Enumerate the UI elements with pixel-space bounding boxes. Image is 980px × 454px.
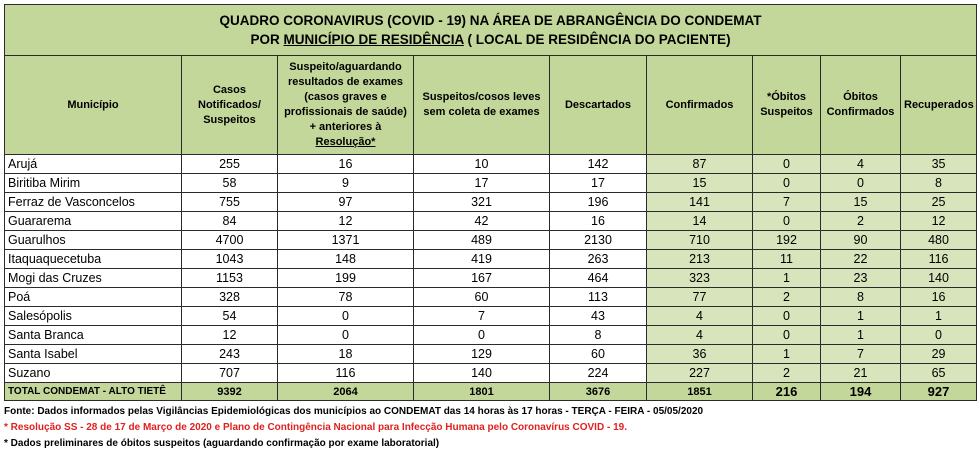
row-descartados: 224 bbox=[550, 364, 647, 383]
row-obitos-suspeitos: 1 bbox=[753, 269, 821, 288]
row-leves: 140 bbox=[414, 364, 550, 383]
row-confirmados: 710 bbox=[647, 231, 753, 250]
row-leves: 0 bbox=[414, 326, 550, 345]
row-descartados: 196 bbox=[550, 193, 647, 212]
row-casos: 84 bbox=[182, 212, 278, 231]
row-municipio: Arujá bbox=[5, 155, 182, 174]
row-recuperados: 25 bbox=[901, 193, 977, 212]
row-casos: 12 bbox=[182, 326, 278, 345]
table-title bbox=[5, 5, 977, 56]
row-recuperados: 480 bbox=[901, 231, 977, 250]
row-obitos-confirmados: 0 bbox=[821, 174, 901, 193]
total-row bbox=[5, 383, 977, 401]
header-casos: Casos Notificados/ Suspeitos bbox=[182, 56, 278, 155]
row-confirmados: 213 bbox=[647, 250, 753, 269]
row-confirmados: 15 bbox=[647, 174, 753, 193]
row-casos: 4700 bbox=[182, 231, 278, 250]
row-recuperados: 65 bbox=[901, 364, 977, 383]
row-obitos-confirmados: 22 bbox=[821, 250, 901, 269]
table-row bbox=[5, 307, 977, 326]
row-obitos-confirmados: 1 bbox=[821, 326, 901, 345]
header-obitos-confirmados: Óbitos Confirmados bbox=[821, 56, 901, 155]
header-municipio: Município bbox=[5, 56, 182, 155]
row-obitos-suspeitos: 0 bbox=[753, 155, 821, 174]
footnotes bbox=[4, 404, 976, 452]
preliminary-note: * Dados preliminares de óbitos suspeitos (aguardando confirmação por exame laboratorial) bbox=[4, 438, 440, 449]
covid-report bbox=[4, 4, 976, 452]
row-confirmados: 87 bbox=[647, 155, 753, 174]
header-row bbox=[5, 56, 977, 155]
row-leves: 7 bbox=[414, 307, 550, 326]
resolution-note: * Resolução SS - 28 de 17 de Março de 2020 e Plano de Contingência Nacional para Infecção Humana pelo Coronavírus COVID - 19. bbox=[4, 422, 627, 433]
total-descartados: 3676 bbox=[550, 383, 647, 401]
row-obitos-suspeitos: 2 bbox=[753, 288, 821, 307]
row-confirmados: 4 bbox=[647, 326, 753, 345]
total-label: TOTAL CONDEMAT - ALTO TIETÊ bbox=[5, 383, 182, 401]
row-leves: 419 bbox=[414, 250, 550, 269]
row-recuperados: 29 bbox=[901, 345, 977, 364]
row-obitos-confirmados: 1 bbox=[821, 307, 901, 326]
row-casos: 54 bbox=[182, 307, 278, 326]
row-obitos-confirmados: 8 bbox=[821, 288, 901, 307]
row-aguardando: 18 bbox=[278, 345, 414, 364]
row-aguardando: 78 bbox=[278, 288, 414, 307]
title-line-2: POR MUNICÍPIO DE RESIDÊNCIA ( LOCAL DE RESIDÊNCIA DO PACIENTE) bbox=[250, 32, 731, 47]
table-row bbox=[5, 250, 977, 269]
row-recuperados: 116 bbox=[901, 250, 977, 269]
row-casos: 328 bbox=[182, 288, 278, 307]
row-obitos-confirmados: 21 bbox=[821, 364, 901, 383]
table-row bbox=[5, 288, 977, 307]
row-obitos-confirmados: 4 bbox=[821, 155, 901, 174]
header-obitos-suspeitos: *Óbitos Suspeitos bbox=[753, 56, 821, 155]
row-obitos-confirmados: 90 bbox=[821, 231, 901, 250]
total-obitos-suspeitos: 216 bbox=[753, 383, 821, 401]
row-leves: 489 bbox=[414, 231, 550, 250]
row-recuperados: 1 bbox=[901, 307, 977, 326]
row-municipio: Guarulhos bbox=[5, 231, 182, 250]
row-municipio: Santa Branca bbox=[5, 326, 182, 345]
row-obitos-confirmados: 2 bbox=[821, 212, 901, 231]
row-recuperados: 0 bbox=[901, 326, 977, 345]
row-confirmados: 141 bbox=[647, 193, 753, 212]
row-municipio: Suzano bbox=[5, 364, 182, 383]
row-obitos-suspeitos: 0 bbox=[753, 174, 821, 193]
table-row bbox=[5, 174, 977, 193]
row-recuperados: 16 bbox=[901, 288, 977, 307]
header-leves: Suspeitos/cosos leves sem coleta de exames bbox=[414, 56, 550, 155]
row-aguardando: 16 bbox=[278, 155, 414, 174]
total-leves: 1801 bbox=[414, 383, 550, 401]
row-aguardando: 148 bbox=[278, 250, 414, 269]
row-obitos-suspeitos: 7 bbox=[753, 193, 821, 212]
row-aguardando: 97 bbox=[278, 193, 414, 212]
table-row bbox=[5, 326, 977, 345]
row-municipio: Itaquaquecetuba bbox=[5, 250, 182, 269]
row-leves: 321 bbox=[414, 193, 550, 212]
table-row bbox=[5, 231, 977, 250]
row-leves: 17 bbox=[414, 174, 550, 193]
row-casos: 58 bbox=[182, 174, 278, 193]
row-confirmados: 227 bbox=[647, 364, 753, 383]
header-aguardando: Suspeito/aguardando resultados de exames (casos graves e profissionais de saúde) + anteriores à Resolução* bbox=[278, 56, 414, 155]
table-row bbox=[5, 155, 977, 174]
row-descartados: 8 bbox=[550, 326, 647, 345]
header-descartados: Descartados bbox=[550, 56, 647, 155]
row-leves: 10 bbox=[414, 155, 550, 174]
row-aguardando: 12 bbox=[278, 212, 414, 231]
total-obitos-confirmados: 194 bbox=[821, 383, 901, 401]
row-casos: 255 bbox=[182, 155, 278, 174]
row-descartados: 2130 bbox=[550, 231, 647, 250]
row-recuperados: 12 bbox=[901, 212, 977, 231]
row-municipio: Biritiba Mirim bbox=[5, 174, 182, 193]
row-recuperados: 140 bbox=[901, 269, 977, 288]
row-confirmados: 36 bbox=[647, 345, 753, 364]
row-obitos-confirmados: 7 bbox=[821, 345, 901, 364]
row-municipio: Santa Isabel bbox=[5, 345, 182, 364]
source-note: Fonte: Dados informados pelas Vigilâncias Epidemiológicas dos municípios ao CONDEMAT das 14 horas às 17 horas - TERÇA - FEIRA - 05/05/2020 bbox=[4, 406, 704, 417]
row-descartados: 60 bbox=[550, 345, 647, 364]
row-recuperados: 8 bbox=[901, 174, 977, 193]
total-confirmados: 1851 bbox=[647, 383, 753, 401]
header-confirmados: Confirmados bbox=[647, 56, 753, 155]
row-municipio: Salesópolis bbox=[5, 307, 182, 326]
row-obitos-suspeitos: 1 bbox=[753, 345, 821, 364]
row-casos: 1153 bbox=[182, 269, 278, 288]
row-obitos-suspeitos: 192 bbox=[753, 231, 821, 250]
row-descartados: 263 bbox=[550, 250, 647, 269]
row-descartados: 17 bbox=[550, 174, 647, 193]
row-leves: 42 bbox=[414, 212, 550, 231]
row-casos: 1043 bbox=[182, 250, 278, 269]
table-row bbox=[5, 364, 977, 383]
table-row bbox=[5, 193, 977, 212]
row-confirmados: 4 bbox=[647, 307, 753, 326]
row-casos: 755 bbox=[182, 193, 278, 212]
row-leves: 60 bbox=[414, 288, 550, 307]
row-obitos-suspeitos: 0 bbox=[753, 326, 821, 345]
row-descartados: 464 bbox=[550, 269, 647, 288]
row-casos: 243 bbox=[182, 345, 278, 364]
row-leves: 129 bbox=[414, 345, 550, 364]
row-obitos-confirmados: 15 bbox=[821, 193, 901, 212]
row-aguardando: 0 bbox=[278, 326, 414, 345]
row-municipio: Ferraz de Vasconcelos bbox=[5, 193, 182, 212]
row-obitos-suspeitos: 2 bbox=[753, 364, 821, 383]
row-aguardando: 1371 bbox=[278, 231, 414, 250]
header-recuperados: Recuperados bbox=[901, 56, 977, 155]
title-row bbox=[5, 5, 977, 56]
row-descartados: 16 bbox=[550, 212, 647, 231]
row-confirmados: 77 bbox=[647, 288, 753, 307]
row-obitos-suspeitos: 0 bbox=[753, 212, 821, 231]
row-descartados: 142 bbox=[550, 155, 647, 174]
title-line-1: QUADRO CORONAVIRUS (COVID - 19) NA ÁREA DE ABRANGÊNCIA DO CONDEMAT bbox=[219, 13, 762, 28]
total-recuperados: 927 bbox=[901, 383, 977, 401]
row-municipio: Poá bbox=[5, 288, 182, 307]
total-aguardando: 2064 bbox=[278, 383, 414, 401]
row-obitos-suspeitos: 11 bbox=[753, 250, 821, 269]
table-row bbox=[5, 212, 977, 231]
row-aguardando: 0 bbox=[278, 307, 414, 326]
covid-table bbox=[4, 4, 977, 401]
row-confirmados: 323 bbox=[647, 269, 753, 288]
row-casos: 707 bbox=[182, 364, 278, 383]
total-casos: 9392 bbox=[182, 383, 278, 401]
row-municipio: Guararema bbox=[5, 212, 182, 231]
row-aguardando: 9 bbox=[278, 174, 414, 193]
table-row bbox=[5, 345, 977, 364]
table-row bbox=[5, 269, 977, 288]
row-leves: 167 bbox=[414, 269, 550, 288]
row-descartados: 43 bbox=[550, 307, 647, 326]
row-municipio: Mogi das Cruzes bbox=[5, 269, 182, 288]
row-obitos-suspeitos: 0 bbox=[753, 307, 821, 326]
row-aguardando: 199 bbox=[278, 269, 414, 288]
row-aguardando: 116 bbox=[278, 364, 414, 383]
row-obitos-confirmados: 23 bbox=[821, 269, 901, 288]
row-descartados: 113 bbox=[550, 288, 647, 307]
row-confirmados: 14 bbox=[647, 212, 753, 231]
row-recuperados: 35 bbox=[901, 155, 977, 174]
